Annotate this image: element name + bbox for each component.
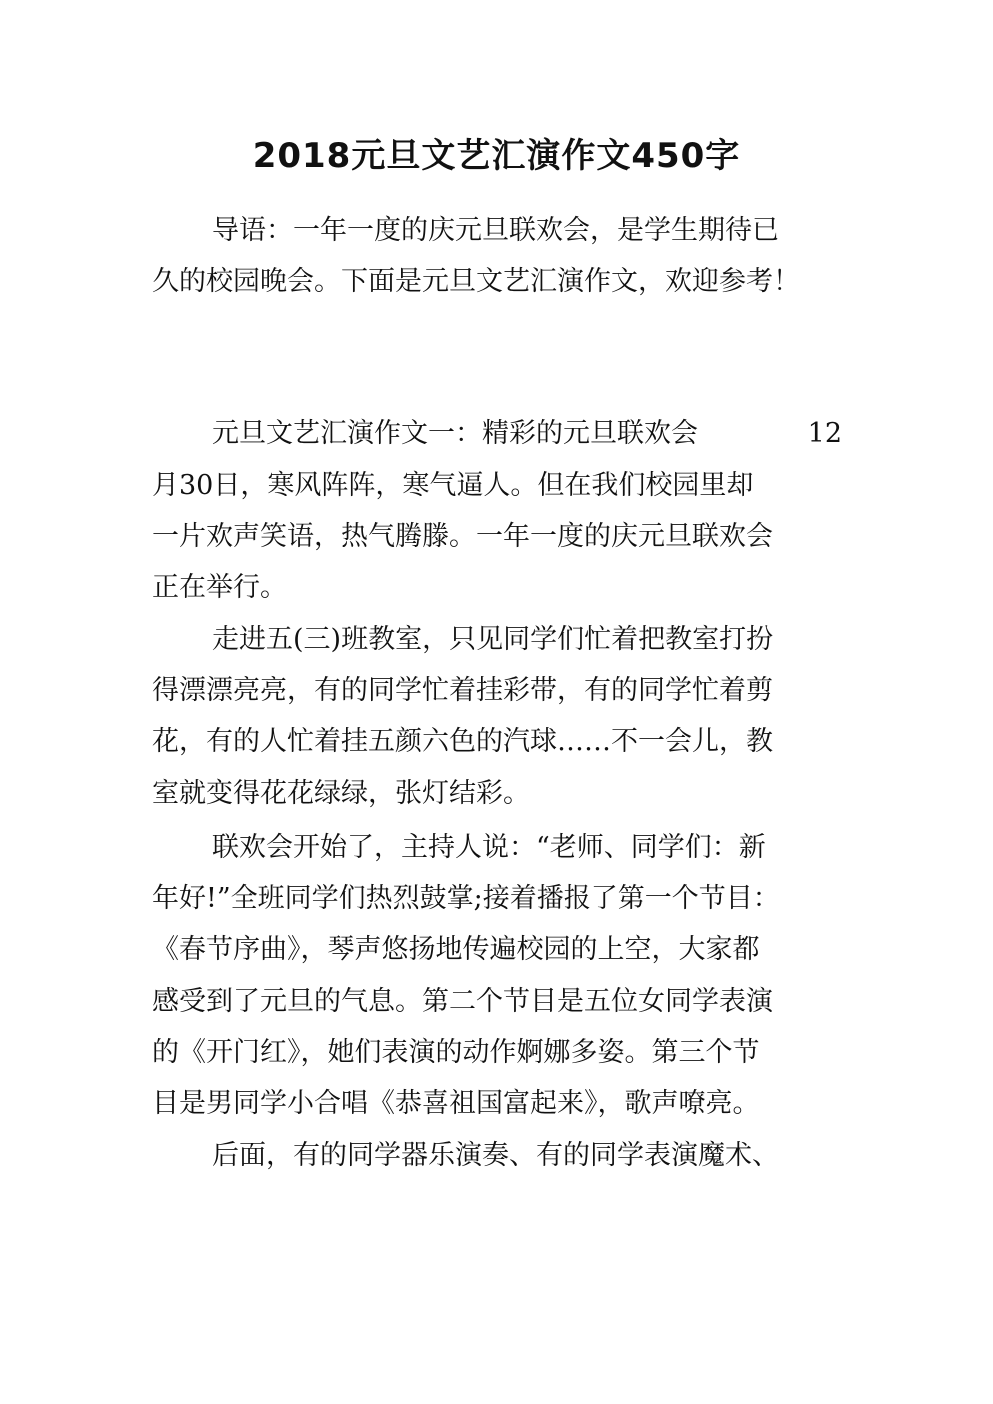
paragraph-3-line-2: 年好!”全班同学们热烈鼓掌;接着播报了第一个节目： <box>152 883 780 914</box>
date-number-text: 12 <box>807 418 842 449</box>
paragraph-4-line-1: 后面，有的同学器乐演奏、有的同学表演魔术、 <box>212 1140 779 1171</box>
paragraph-1-line-2: 月30日，寒风阵阵，寒气逼人。但在我们校园里却 <box>152 470 754 501</box>
intro-line-1: 导语：一年一度的庆元旦联欢会，是学生期待已 <box>212 215 779 246</box>
essay-heading-text: 元旦文艺汇演作文一：精彩的元旦联欢会 <box>212 418 698 449</box>
paragraph-2-line-2: 得漂漂亮亮，有的同学忙着挂彩带，有的同学忙着剪 <box>152 675 773 706</box>
paragraph-2-line-4: 室就变得花花绿绿，张灯结彩。 <box>152 778 530 809</box>
paragraph-3-line-6: 目是男同学小合唱《恭喜祖国富起来》，歌声嘹亮。 <box>152 1088 760 1119</box>
paragraph-1-first-line <box>212 414 842 454</box>
paragraph-2-line-1: 走进五(三)班教室，只见同学们忙着把教室打扮 <box>212 624 774 655</box>
paragraph-2-line-3: 花，有的人忙着挂五颜六色的汽球……不一会儿，教 <box>152 726 773 757</box>
intro-line-2: 久的校园晚会。下面是元旦文艺汇演作文，欢迎参考！ <box>152 266 800 297</box>
document-title: 2018元旦文艺汇演作文450字 <box>252 136 741 176</box>
paragraph-3-line-1: 联欢会开始了，主持人说：“老师、同学们：新 <box>212 832 766 863</box>
paragraph-1-line-3: 一片欢声笑语，热气腾滕。一年一度的庆元旦联欢会 <box>152 521 773 552</box>
paragraph-3-line-3: 《春节序曲》，琴声悠扬地传遍校园的上空，大家都 <box>152 934 760 965</box>
paragraph-1-line-4: 正在举行。 <box>152 572 287 603</box>
paragraph-3-line-5: 的《开门红》，她们表演的动作婀娜多姿。第三个节 <box>152 1037 760 1068</box>
paragraph-3-line-4: 感受到了元旦的气息。第二个节目是五位女同学表演 <box>152 986 773 1017</box>
